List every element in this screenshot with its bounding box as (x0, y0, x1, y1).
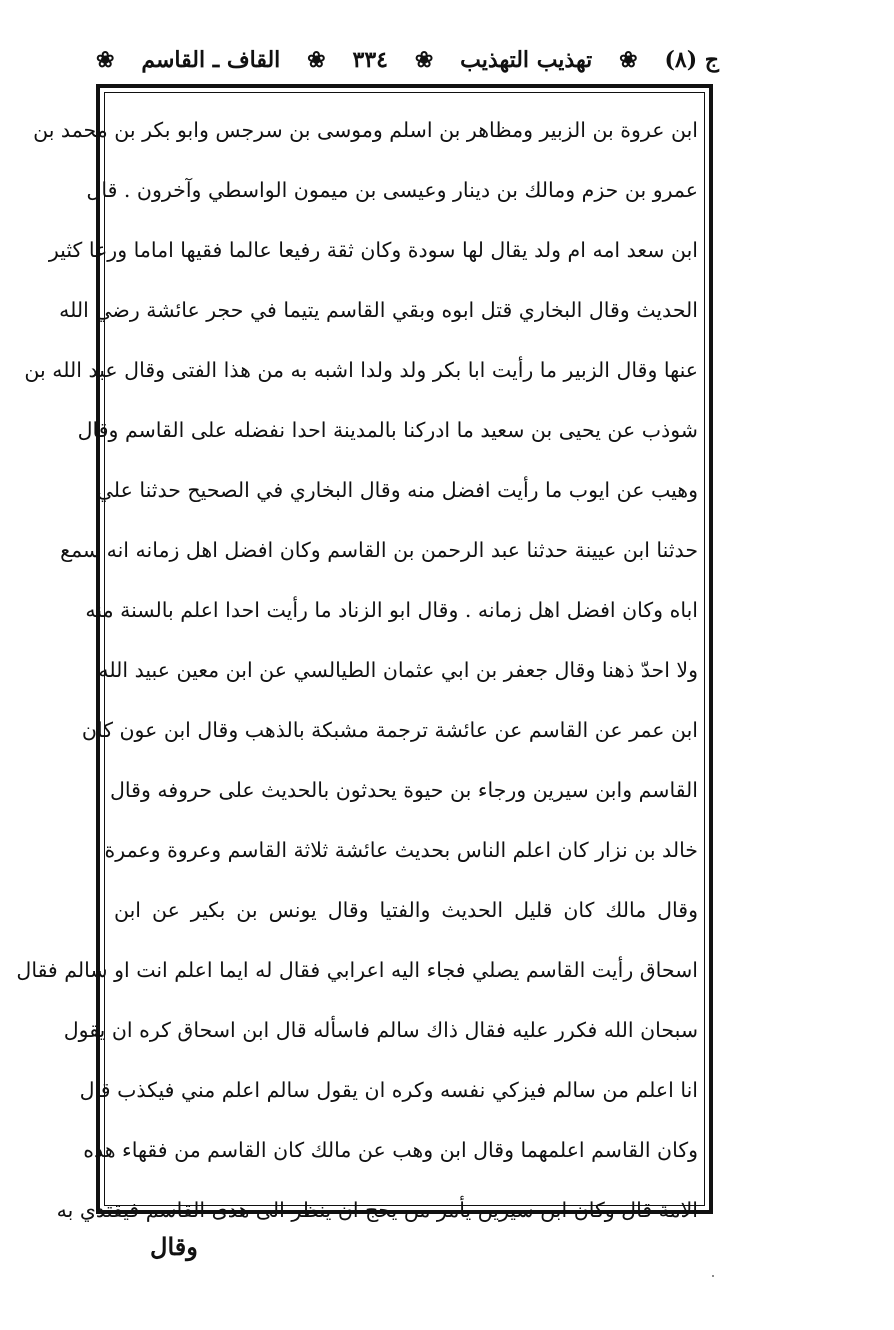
text-line: ابن سعد امه ام ولد يقال لها سودة وكان ثقة رفيعا عالما فقيها اماما ورعا كثير (48, 238, 698, 262)
section-title: القاف ـ القاسم (141, 47, 281, 73)
text-line: شوذب عن يحيى بن سعيد ما ادركنا بالمدينة احدا نفضله على القاسم وقال (77, 418, 698, 442)
text-line: اسحاق رأيت القاسم يصلي فجاء اليه اعرابي فقال له ايما اعلم انت او سالم فقال (16, 958, 698, 982)
text-line: ولا احدّ ذهنا وقال جعفر بن ابي عثمان الطيالسي عن ابن معين عبيد الله (98, 658, 698, 682)
text-body (16, 100, 698, 1222)
book-title: تهذيب التهذيب (460, 47, 593, 73)
text-line: حدثنا ابن عيينة حدثنا عبد الرحمن بن القاسم وكان افضل اهل زمانه انه سمع (60, 538, 698, 562)
ornament-icon: ❀ (96, 47, 115, 73)
text-line: اباه وكان افضل اهل زمانه . وقال ابو الزناد ما رأيت احدا اعلم بالسنة منه (85, 598, 698, 622)
text-line: خالد بن نزار كان اعلم الناس بحديث عائشة ثلاثة القاسم وعروة وعمرة (104, 838, 698, 862)
text-line: الامة قال وكان ابن سيرين يأمر من يحج ان ينظر الى هدى القاسم فيقتدي به (56, 1198, 698, 1222)
text-line: عنها وقال الزبير ما رأيت ابا بكر ولد ولدا اشبه به من هذا الفتى وقال عبد الله بن (24, 358, 698, 382)
running-header (96, 38, 719, 82)
ornament-icon: ❀ (414, 47, 434, 73)
page-number: ٣٣٤ (352, 47, 388, 73)
print-speck (712, 1275, 714, 1277)
ornament-icon: ❀ (619, 47, 638, 73)
text-line: وكان القاسم اعلمهما وقال ابن وهب عن مالك كان القاسم من فقهاء هذه (83, 1138, 698, 1162)
text-line: عمرو بن حزم ومالك بن دينار وعيسى بن ميمون الواسطي وآخرون . قال (86, 178, 698, 202)
catchword: وقال (150, 1232, 198, 1261)
text-line: سبحان الله فكرر عليه فقال ذاك سالم فاسأله قال ابن اسحاق كره ان يقول (63, 1018, 698, 1042)
text-line: ابن عروة بن الزبير ومظاهر بن اسلم وموسى بن سرجس وابو بكر بن محمد بن (33, 118, 698, 142)
text-line: الحديث وقال البخاري قتل ابوه وبقي القاسم يتيما في حجر عائشة رضي الله (59, 298, 698, 322)
ornament-icon: ❀ (307, 47, 326, 73)
volume-label: ج (٨) (664, 47, 719, 73)
text-line: وقال مالك كان قليل الحديث والفتيا وقال يونس بن بكير عن ابن (114, 898, 698, 922)
text-line: وهيب عن ايوب ما رأيت افضل منه وقال البخاري في الصحيح حدثنا علي (96, 478, 698, 502)
text-line: انا اعلم من سالم فيزكي نفسه وكره ان يقول سالم اعلم مني فيكذب قال (79, 1078, 698, 1102)
text-line: ابن عمر عن القاسم عن عائشة ترجمة مشبكة بالذهب وقال ابن عون كان (81, 718, 698, 742)
text-line: القاسم وابن سيرين ورجاء بن حيوة يحدثون بالحديث على حروفه وقال (110, 778, 698, 802)
